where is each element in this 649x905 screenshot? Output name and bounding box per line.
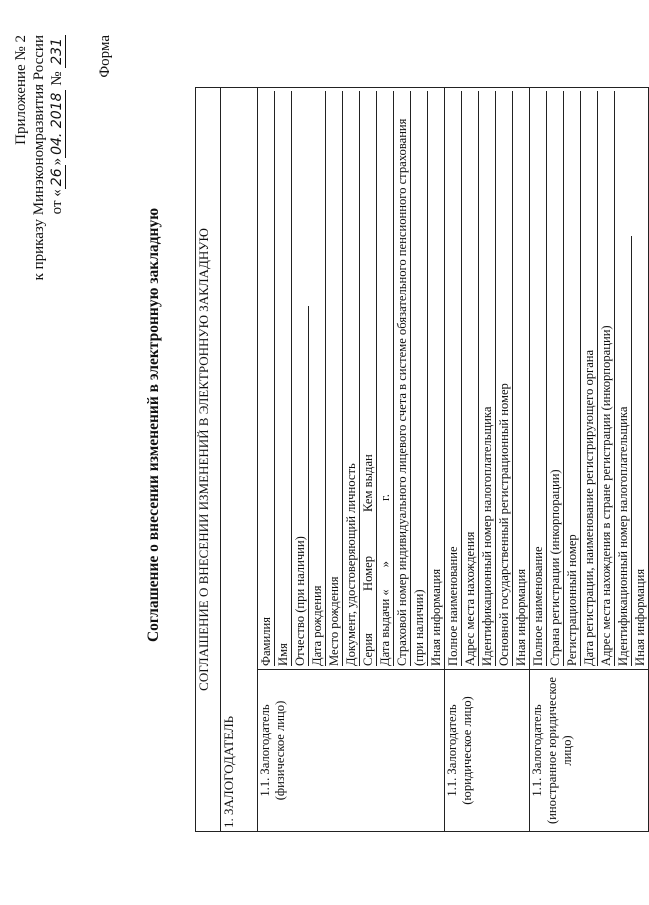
table-row xyxy=(445,88,530,832)
field-registration-date-authority[interactable]: Дата регистрации, наименование регистрирующего органа xyxy=(581,91,598,666)
subsection-legal-entity: 1.1. Залогодатель (юридическое лицо) xyxy=(445,670,530,832)
field-registration-number[interactable]: Регистрационный номер xyxy=(564,91,581,666)
field-surname[interactable]: Фамилия xyxy=(258,91,275,666)
field-birth-date[interactable]: Дата рождения xyxy=(309,91,326,666)
field-issue-date[interactable]: Дата выдачи «»г. xyxy=(377,91,394,666)
order-day: 26 xyxy=(49,165,66,189)
section-pledger: 1. ЗАЛОГОДАТЕЛЬ xyxy=(221,88,258,832)
field-foreign-address[interactable]: Адрес места нахождения в стране регистрации (инкорпорации) xyxy=(598,91,615,666)
field-registration-country[interactable]: Страна регистрации (инкорпорации) xyxy=(547,91,564,666)
order-month-year: 04. 2018 xyxy=(49,90,66,158)
field-ogrn[interactable]: Основной государственный регистрационный номер xyxy=(496,91,513,666)
field-identity-document[interactable]: Документ, удостоверяющий личность xyxy=(343,91,360,666)
field-patronymic[interactable]: Отчество (при наличии) xyxy=(292,306,309,666)
field-other-info[interactable]: Иная информация xyxy=(429,568,443,666)
order-number: 231 xyxy=(49,35,66,68)
table-row xyxy=(530,88,649,832)
agreement-table xyxy=(195,87,649,832)
order-date-line: от «26»04. 2018 № 231 xyxy=(48,35,66,280)
appendix-number: Приложение № 2 xyxy=(13,35,29,145)
field-full-name[interactable]: Полное наименование xyxy=(445,91,462,666)
field-full-name[interactable]: Полное наименование xyxy=(530,91,547,666)
table-row xyxy=(258,88,445,832)
field-birth-place[interactable]: Место рождения xyxy=(326,91,343,666)
order-reference: к приказу Минэкономразвития России xyxy=(31,35,47,281)
field-inn[interactable]: Идентификационный номер налогоплательщика xyxy=(615,236,632,666)
field-snils-note: (при наличии) xyxy=(411,91,428,666)
field-name[interactable]: Имя xyxy=(275,91,292,666)
individual-fields xyxy=(258,88,445,670)
field-address[interactable]: Адрес места нахождения xyxy=(462,91,479,666)
appendix-header xyxy=(12,35,66,280)
field-other-info[interactable]: Иная информация xyxy=(514,568,528,666)
field-doc-series-number-issuer[interactable]: СерияНомерКем выдан xyxy=(360,91,377,666)
subsection-individual: 1.1. Залогодатель (физическое лицо) xyxy=(258,670,445,832)
legal-entity-fields xyxy=(445,88,530,670)
foreign-legal-entity-fields xyxy=(530,88,649,670)
field-snils[interactable]: Страховой номер индивидуального лицевого счета в системе обязательного пенсионного страхования xyxy=(394,91,411,666)
field-inn[interactable]: Идентификационный номер налогоплательщика xyxy=(479,91,496,666)
table-heading: СОГЛАШЕНИЕ О ВНЕСЕНИИ ИЗМЕНЕНИЙ В ЭЛЕКТРОННУЮ ЗАКЛАДНУЮ xyxy=(196,88,221,832)
subsection-foreign-legal-entity: 1.1. Залогодатель (иностранное юридическое лицо) xyxy=(530,670,649,832)
field-other-info[interactable]: Иная информация xyxy=(633,568,647,666)
document-title: Соглашение о внесении изменений в электронную закладную xyxy=(145,207,162,643)
form-label: Форма xyxy=(97,35,113,78)
